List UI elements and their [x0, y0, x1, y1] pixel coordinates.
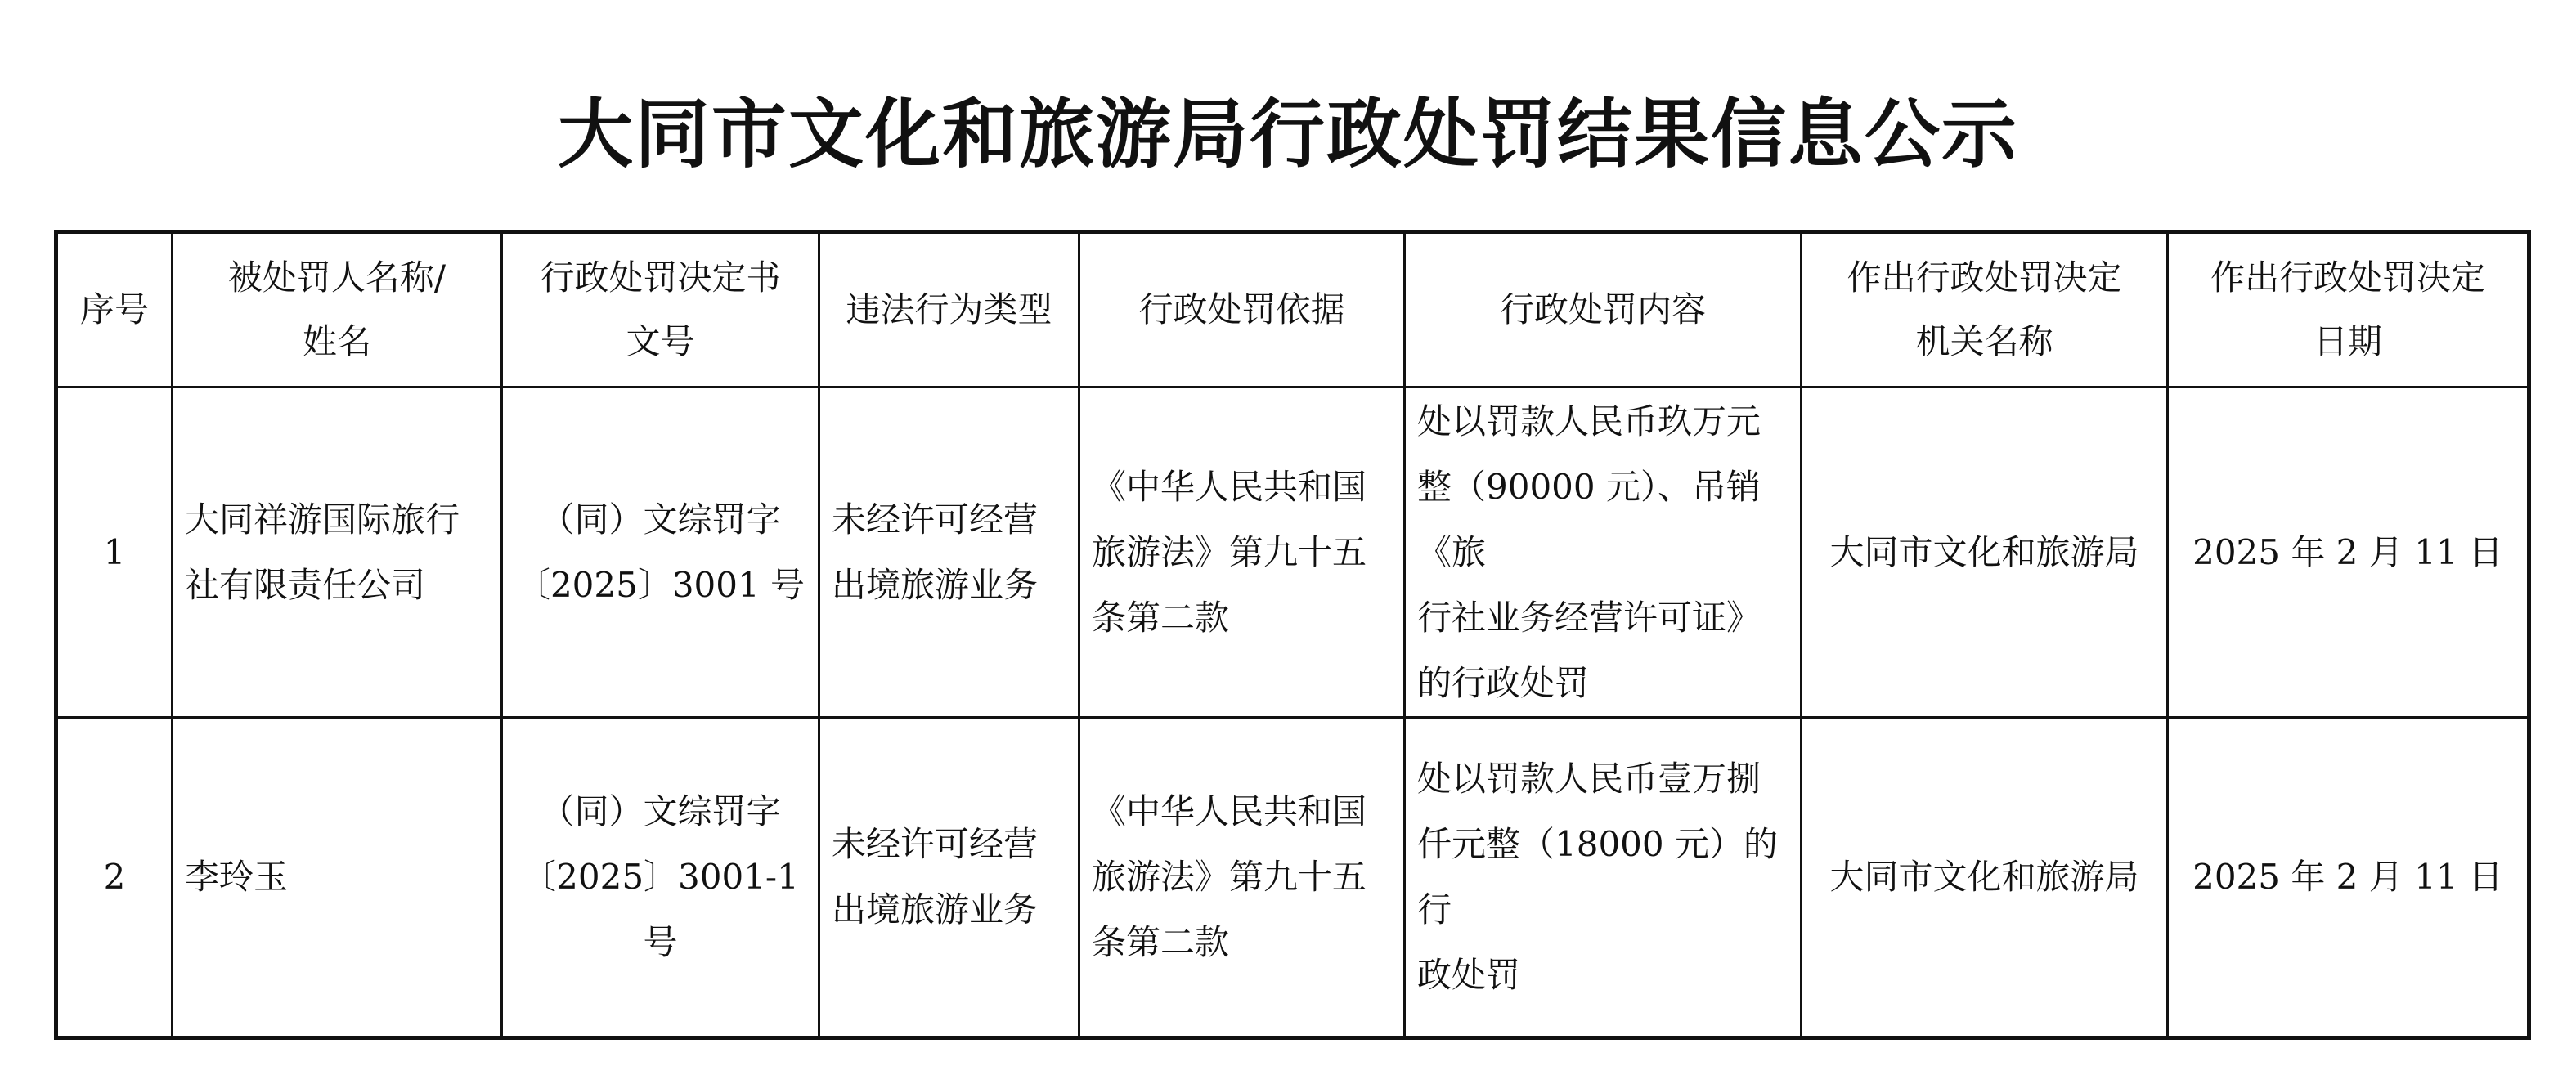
- basis-line: 《中华人民共和国: [1092, 466, 1367, 507]
- header-name-line2: 姓名: [302, 321, 371, 361]
- cell-seq: [56, 387, 173, 718]
- name-line: 大同祥游国际旅行: [185, 499, 460, 540]
- header-authority: [1802, 232, 2168, 387]
- header-content-text: 行政处罚内容: [1499, 289, 1706, 329]
- cell-name: [173, 387, 502, 718]
- header-authority-line2: 机关名称: [1915, 321, 2053, 361]
- violation-line: 出境旅游业务: [832, 889, 1039, 929]
- cell-doc-no: [502, 718, 819, 1038]
- basis-line: 《中华人民共和国: [1092, 791, 1367, 831]
- authority-value: 大同市文化和旅游局: [1829, 531, 2139, 572]
- basis-line: 旅游法》第九十五: [1092, 531, 1367, 572]
- cell-basis: [1079, 718, 1405, 1038]
- content-line: 行社业务经营许可证》: [1417, 597, 1761, 638]
- header-date-line2: 日期: [2313, 321, 2382, 361]
- table-row: [56, 387, 2529, 718]
- doc-no-line: （同）文综罚字: [540, 499, 781, 540]
- violation-line: 未经许可经营: [832, 499, 1039, 540]
- header-doc-no-line2: 文号: [626, 321, 695, 361]
- table-row: [56, 718, 2529, 1038]
- header-basis: [1079, 232, 1405, 387]
- violation-line: 出境旅游业务: [832, 564, 1039, 605]
- doc-no-line: （同）文综罚字: [540, 791, 781, 831]
- header-name-line1: 被处罚人名称/: [227, 258, 447, 298]
- cell-basis: [1079, 387, 1405, 718]
- header-violation: [819, 232, 1079, 387]
- content-line: 仟元整（18000 元）的行: [1417, 824, 1778, 929]
- authority-value: 大同市文化和旅游局: [1829, 857, 2139, 897]
- basis-line: 旅游法》第九十五: [1092, 857, 1367, 897]
- content-line: 处以罚款人民币壹万捌: [1417, 759, 1761, 799]
- seq-value: 1: [103, 531, 126, 572]
- cell-violation: [819, 718, 1079, 1038]
- header-content: [1405, 232, 1802, 387]
- basis-line: 条第二款: [1092, 922, 1230, 962]
- cell-violation: [819, 387, 1079, 718]
- basis-line: 条第二款: [1092, 597, 1230, 638]
- table-header-row: [56, 232, 2529, 387]
- cell-doc-no: [502, 387, 819, 718]
- cell-content: [1405, 387, 1802, 718]
- date-value: 2025 年 2 月 11 日: [2192, 531, 2503, 572]
- name-line: 社有限责任公司: [185, 564, 426, 605]
- header-date-line1: 作出行政处罚决定: [2210, 258, 2485, 298]
- doc-no-line: 〔2025〕3001 号: [515, 564, 806, 605]
- header-doc-no: [502, 232, 819, 387]
- header-authority-line1: 作出行政处罚决定: [1847, 258, 2122, 298]
- cell-seq: [56, 718, 173, 1038]
- cell-content: [1405, 718, 1802, 1038]
- content-line: 政处罚: [1417, 955, 1521, 995]
- document-title: 大同市文化和旅游局行政处罚结果信息公示: [557, 90, 2018, 178]
- doc-no-line: 〔2025〕3001-1 号: [522, 857, 799, 962]
- header-name: [173, 232, 502, 387]
- violation-line: 未经许可经营: [832, 824, 1039, 864]
- seq-value: 2: [103, 857, 126, 897]
- cell-date: [2168, 387, 2529, 718]
- header-doc-no-line1: 行政处罚决定书: [540, 258, 781, 298]
- header-date: [2168, 232, 2529, 387]
- header-basis-text: 行政处罚依据: [1138, 289, 1345, 329]
- name-line: 李玲玉: [185, 857, 289, 897]
- cell-date: [2168, 718, 2529, 1038]
- penalty-table: [54, 230, 2531, 1040]
- cell-name: [173, 718, 502, 1038]
- header-seq-text: 序号: [79, 289, 149, 329]
- header-violation-text: 违法行为类型: [846, 289, 1052, 329]
- content-line: 的行政处罚: [1417, 662, 1590, 703]
- content-line: 整（90000 元）、吊销《旅: [1417, 466, 1761, 572]
- date-value: 2025 年 2 月 11 日: [2192, 857, 2503, 897]
- cell-authority: [1802, 387, 2168, 718]
- cell-authority: [1802, 718, 2168, 1038]
- content-line: 处以罚款人民币玖万元: [1417, 401, 1761, 441]
- header-seq: [56, 232, 173, 387]
